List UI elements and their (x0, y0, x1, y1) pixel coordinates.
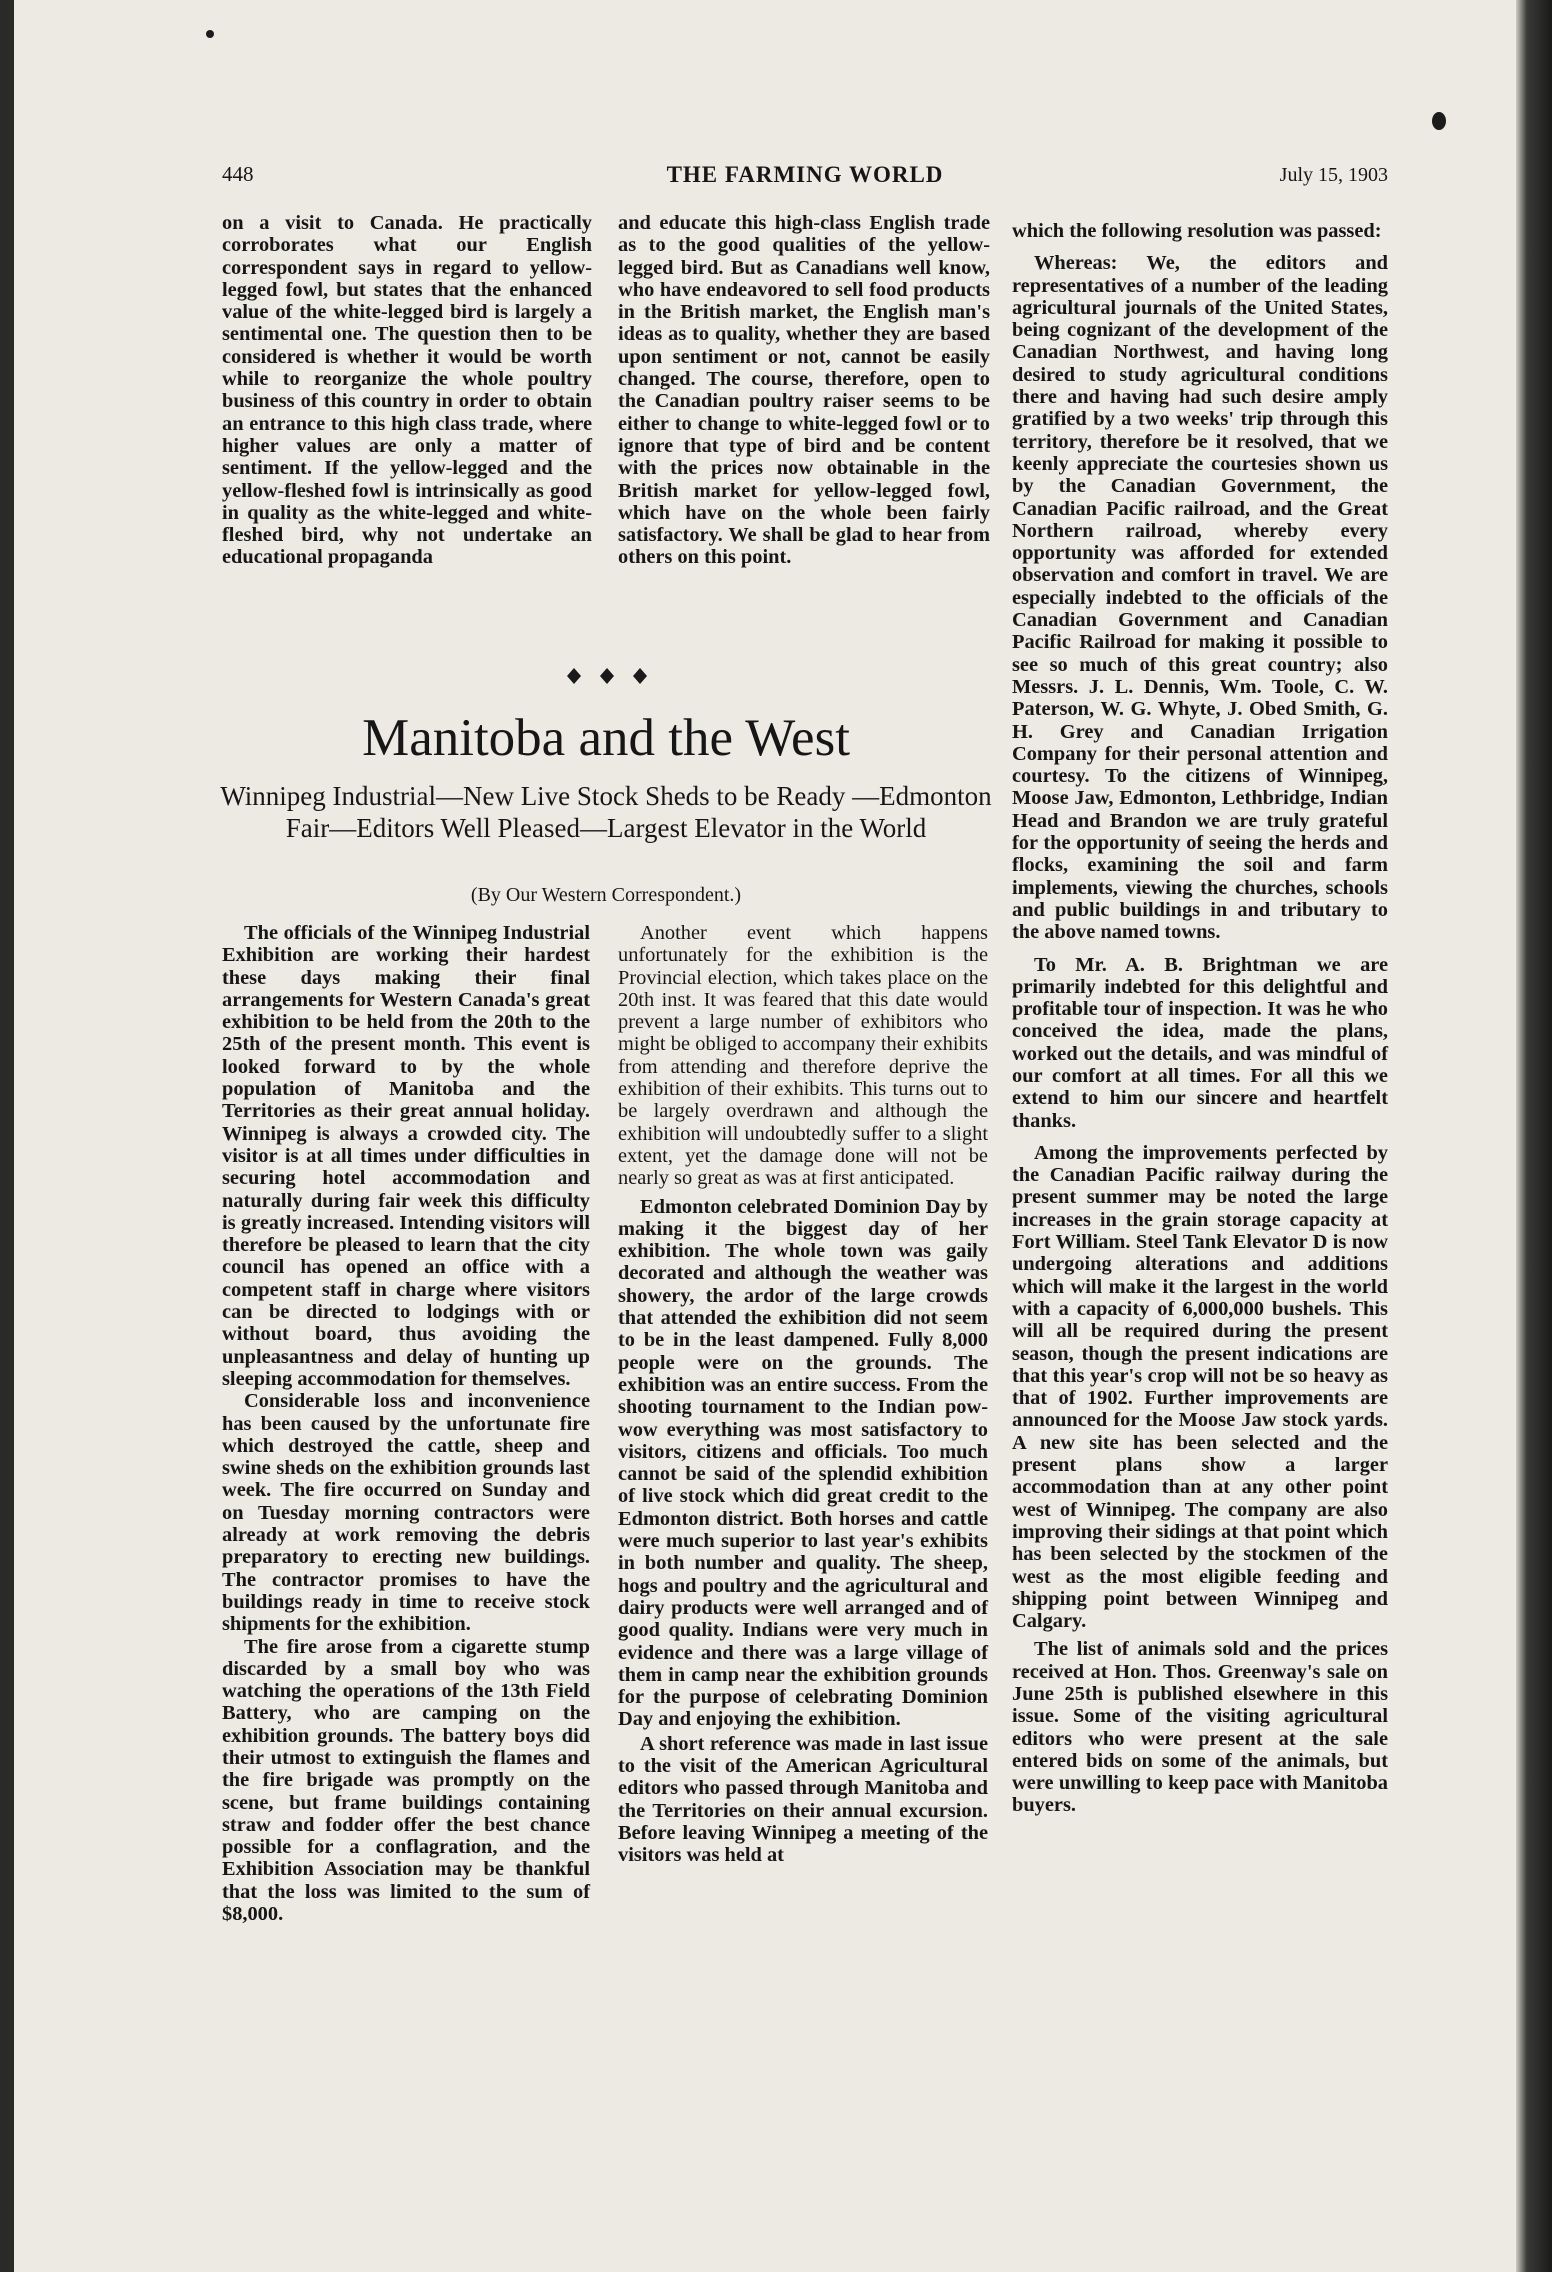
article-column-2 (618, 922, 988, 1866)
page-number: 448 (222, 162, 254, 186)
paragraph: The list of animals sold and the prices received at Hon. Thos. Greenway's sale on June 25th is published elsewhere in this issue. Some of the visiting agricultural editors who were present at the sale entered bids on some of the animals, but were unwilling to keep pace with Manitoba buyers. (1012, 1638, 1388, 1817)
continued-article-column-2 (618, 212, 990, 569)
continued-article-column-1 (222, 212, 592, 569)
paragraph: Another event which happens unfortunately for the exhibition is the Provincial election, which takes place on the 20th inst. It was feared that this date would prevent a large number of exhibitors who might be obliged to accompany their exhibits from attending and therefore deprive the exhibition of their exhibits. This turns out to be largely overdrawn and although the exhibition will undoubtedly suffer to a slight extent, yet the damage done will not be nearly so great as was at first anticipated. (618, 922, 988, 1190)
article-column-1 (222, 922, 590, 1925)
paragraph: Considerable loss and inconvenience has been caused by the unfortunate fire which destroyed the cattle, sheep and swine sheds on the exhibition grounds last week. The fire occurred on Sunday and on Tuesday morning contractors were already at work removing the debris preparatory to erecting new buildings. The contractor promises to have the buildings ready in time to receive stock shipments for the exhibition. (222, 1390, 590, 1636)
issue-date: July 15, 1903 (1279, 164, 1388, 186)
diamond-ornament-icon (562, 664, 652, 688)
paragraph: To Mr. A. B. Brightman we are primarily indebted for this delightful and profitable tour of inspection. It was he who conceived the idea, made the plans, worked out the details, and was mindful of our comfort at all times. For all this we extend to him our sincere and heartfelt thanks. (1012, 953, 1388, 1132)
paragraph: A short reference was made in last issue to the visit of the American Agricultural editors who passed through Manitoba and the Territories on their annual excursion. Before leaving Winnipeg a meeting of the visitors was held at (618, 1732, 988, 1867)
article-column-3 (1012, 220, 1388, 1817)
scan-left-edge (0, 0, 14, 2272)
paragraph: Edmonton celebrated Dominion Day by making it the biggest day of her exhibition. The whole town was gaily decorated and although the weather was showery, the ardor of the large crowds that attended the exhibition did not seem to be in the least dampened. Fully 8,000 people were on the grounds. The exhibition was an entire success. From the shooting tournament to the Indian pow-wow everything was most satisfactory to visitors, citizens and officials. Too much cannot be said of the splendid exhibition of live stock which did great credit to the Edmonton district. Both horses and cattle were much superior to last year's exhibits in both number and quality. The sheep, hogs and poultry and the agricultural and dairy products were well arranged and of good quality. Indians were very much in evidence and there was a large village of them in camp near the exhibition grounds for the purpose of celebrating Dominion Day and enjoying the exhibition. (618, 1195, 988, 1731)
paragraph: The officials of the Winnipeg Industrial Exhibition are working their hardest these days making their final arrangements for Western Canada's great exhibition to be held from the 20th to the 25th of the present month. This event is looked forward to by the whole population of Manitoba and the Territories as their great annual holiday. Winnipeg is always a crowded city. The visitor is at all times under difficulties in securing hotel accommodation and naturally during fair week this difficulty is greatly increased. Intending visitors will therefore be pleased to learn that the city council has opened an office with a competent staff in charge where visitors can be directed to lodgings with or without board, thus avoiding the unpleasantness and delay of hunting up sleeping accommodation for themselves. (222, 922, 590, 1390)
scan-right-edge (1516, 0, 1552, 2272)
ink-smudge (1432, 112, 1446, 130)
paragraph: on a visit to Canada. He practically corroborates what our English correspondent says in regard to yellow-legged fowl, but states that the enhanced value of the white-legged bird is largely a sentimental one. The question then to be considered is whether it would be worth while to reorganize the whole poultry business of this country in order to obtain an entrance to this high class trade, where higher values are only a matter of sentiment. If the yellow-legged and the yellow-fleshed fowl is intrinsically as good in quality as the white-legged and white-fleshed bird, why not undertake an educational propaganda (222, 212, 592, 569)
article-headline: Manitoba and the West (362, 709, 850, 767)
ink-smudge (206, 30, 214, 38)
paragraph: Among the improvements perfected by the Canadian Pacific railway during the present summer may be noted the large increases in the grain storage capacity at Fort William. Steel Tank Elevator D is now undergoing alterations and additions which will make it the largest in the world with a capacity of 6,000,000 bushels. This will all be required during the present season, though the present indications are that this year's crop will not be so heavy as that of 1902. Further improvements are announced for the Moose Jaw stock yards. A new site has been selected and the present plans show a larger accommodation than at any other point west of Winnipeg. The company are also improving their sidings at that point which has been selected by the stockmen of the west as the most eligible feeding and shipping point between Winnipeg and Calgary. (1012, 1141, 1388, 1633)
paragraph: and educate this high-class English trade as to the good qualities of the yellow-legged bird. But as Canadians well know, who have endeavored to sell food products in the British market, the English man's ideas as to quality, whether they are based upon sentiment or not, cannot be easily changed. The course, therefore, open to the Canadian poultry raiser seems to be either to change to white-legged fowl or to ignore that type of bird and be content with the prices now obtainable in the British market for yellow-legged fowl, which have on the whole been fairly satisfactory. We shall be glad to hear from others on this point. (618, 212, 990, 569)
section-divider-ornament (562, 664, 652, 688)
article-subhead: Winnipeg Industrial—New Live Stock Sheds to be Ready —Edmonton Fair—Editors Well Pleased—Largest Elevator in the World (220, 781, 992, 843)
page-header (222, 162, 1388, 194)
article-byline: (By Our Western Correspondent.) (470, 884, 742, 906)
paragraph: which the following resolution was passed: (1012, 220, 1382, 242)
paragraph: Whereas: We, the editors and representatives of a number of the leading agricultural journals of the United States, being cognizant of the development of the Canadian Northwest, and having long desired to study agricultural conditions there and having had such desire amply gratified by a two weeks' trip through this territory, therefore be it resolved, that we keenly appreciate the courtesies shown us by the Canadian Government, the Canadian Pacific railroad, and the Great Northern railroad, whereby every opportunity was afforded for extended observation and comfort in travel. We are especially indebted to the officials of the Canadian Government and Canadian Pacific Railroad for making it possible to see so much of this great country; also Messrs. J. L. Dennis, Wm. Toole, C. W. Paterson, W. G. Whyte, J. Obed Smith, G. H. Grey and Canadian Irrigation Company for their personal attention and courtesy. To the citizens of Winnipeg, Moose Jaw, Edmonton, Lethbridge, Indian Head and Brandon we are truly grateful for the opportunity of seeing the herds and flocks, examining the soil and farm implements, viewing the churches, schools and public buildings in and tributary to the above named towns. (1012, 252, 1388, 944)
publication-title: THE FARMING WORLD (666, 162, 944, 187)
paragraph: The fire arose from a cigarette stump discarded by a small boy who was watching the operations of the 13th Field Battery, who are camping on the exhibition grounds. The battery boys did their utmost to extinguish the flames and the fire brigade was promptly on the scene, but frame buildings containing straw and fodder offer the best chance possible for a conflagration, and the Exhibition Association may be thankful that the loss was limited to the sum of $8,000. (222, 1635, 590, 1926)
